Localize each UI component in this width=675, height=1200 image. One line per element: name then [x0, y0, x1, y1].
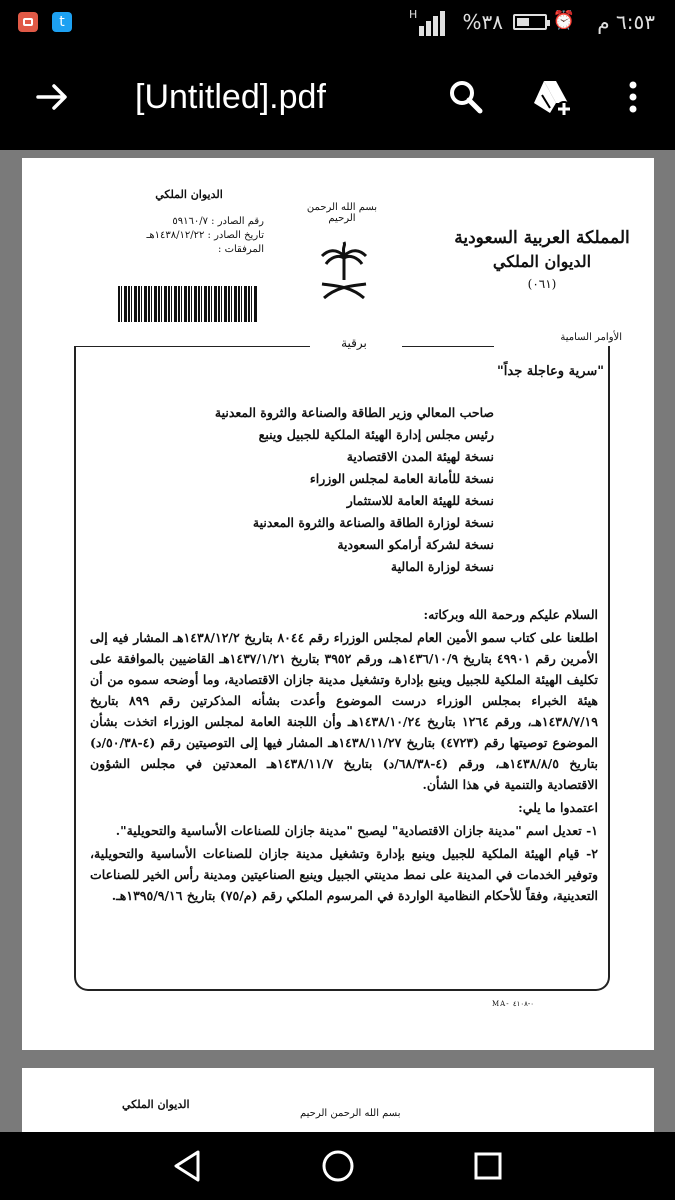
classification-label: "سرية وعاجلة جداً": [497, 364, 605, 379]
alarm-icon: ⏰: [552, 10, 575, 31]
app-toolbar: [0, 45, 675, 150]
arrow-icon[interactable]: [32, 75, 72, 119]
drive-add-icon[interactable]: [530, 75, 574, 119]
recipient-line: نسخة لوزارة المالية: [390, 559, 494, 574]
signal-icon: [409, 8, 449, 36]
nav-back-icon[interactable]: [168, 1146, 208, 1186]
recipient-line: صاحب المعالي وزير الطاقة والصناعة والثروة المعدنية: [214, 405, 494, 420]
attachments-label: المرفقات :: [218, 244, 264, 255]
kingdom-title: المملكة العربية السعودية: [454, 228, 630, 248]
main-paragraph: اطلعنا على كتاب سمو الأمين العام لمجلس الوزراء رقم ٨٠٤٤ بتاريخ ١٤٣٨/١٢/٢هـ المشار فيه إلى الأمرين رقم ٤٩٩٠١ بتاريخ ١٤٣٦/١٠/٩هـ، ورقم ٣٩٥٢ بتاريخ ١٤٣٧/١/٢١هـ القاضيين بالموافقة على تكليف الهيئة الملكية للجبيل وينبع بإدارة وتشغيل مدينة جازان الاقتصادية، وما أوضحه سموه من أن هيئة الخبراء بمجلس الوزراء درست الموضوع وأعدت بشأنه المذكرتين رقم ٨٩٩ بتاريخ ١٤٣٨/٧/١٩هـ، ورقم ١٢٦٤ بتاريخ ١٤٣٨/١٠/٢٤هـ وأن اللجنة العامة لمجلس الوزراء اتخذت بشأن الموضوع توصيتها رقم (٤٧٢٣) بتاريخ ١٤٣٨/١١/٢٧هـ المشار فيها إلى التوصيتين رقم (٤-٥٠/٣٨/د) بتاريخ ١٤٣٨/٨/٥هـ، ورقم (٤-٦٨/٣٨/د) بتاريخ ١٤٣٨/١١/٧هـ المعدتين في مجلس الشؤون الاقتصادية والتنمية في هذا الشأن.: [90, 630, 598, 792]
status-bar: [0, 0, 675, 45]
decision-item-1: ١- تعديل اسم "مدينة جازان الاقتصادية" ليصبح "مدينة جازان للصناعات الأساسية والتحويلية".: [115, 823, 598, 838]
footer-code: MA- ٠-٤١٠٨: [492, 1000, 535, 1008]
media-app-icon: [18, 12, 38, 32]
recipient-line: نسخة لشركة أرامكو السعودية: [337, 537, 494, 552]
header-left: [114, 188, 264, 257]
adopted-heading: اعتمدوا ما يلي:: [518, 800, 598, 815]
basmala-page2: بسم الله الرحمن الرحيم: [300, 1108, 401, 1119]
nav-recents-icon[interactable]: [468, 1146, 508, 1186]
recipients-list: [215, 402, 494, 578]
navigation-bar: [0, 1132, 675, 1200]
battery-percent: %٣٨: [462, 10, 503, 34]
twitter-icon: t: [52, 12, 72, 32]
court-label-left: الديوان الملكي: [155, 188, 223, 201]
letter-body: [90, 604, 598, 908]
pdf-page-2: [22, 1068, 654, 1132]
document-title: [Untitled].pdf: [135, 78, 326, 116]
issue-date: تاريخ الصادر : ١٤٣٨/١٢/٢٢هـ: [146, 230, 264, 241]
basmala: بسم الله الرحمن الرحيم: [306, 202, 378, 224]
recipient-line: نسخة للهيئة العامة للاستثمار: [346, 493, 494, 508]
more-vert-icon[interactable]: [618, 75, 648, 119]
clock: ٦:٥٣ م: [597, 10, 655, 34]
barcode: [118, 286, 258, 322]
header-right: [452, 228, 632, 291]
pdf-page-1: [22, 158, 654, 1050]
royal-orders-label: الأوامر السامية: [560, 332, 622, 343]
recipient-line: نسخة لهيئة المدن الاقتصادية: [346, 449, 494, 464]
nav-home-icon[interactable]: [318, 1146, 358, 1186]
recipient-line: نسخة لوزارة الطاقة والصناعة والثروة المعدنية: [252, 515, 494, 530]
recipient-line: نسخة للأمانة العامة لمجلس الوزراء: [309, 471, 494, 486]
reference-number: رقم الصادر : ٥٩١٦٠/٧: [172, 216, 264, 227]
greeting: السلام عليكم ورحمة الله وبركاته:: [423, 607, 598, 622]
saudi-emblem-icon: [314, 240, 374, 306]
decision-item-2: ٢- قيام الهيئة الملكية للجبيل وينبع بإدارة وتشغيل مدينة جازان للصناعات الأساسية والتحويلية، وتوفير الخدمات في المدينة على نمط مدينتي الجبيل وينبع الصناعيتين ومدينة رأس الخير للصناعات التعدينية، وفقاً للأحكام النظامية الواردة في المرسوم الملكي رقم (م/٧٥) بتاريخ ١٣٩٥/٩/١٦هـ.: [90, 846, 598, 903]
court-title: الديوان الملكي: [492, 252, 592, 271]
court-label-page2: الديوان الملكي: [122, 1098, 190, 1111]
pdf-viewer[interactable]: [0, 150, 675, 1132]
network-type: H: [409, 8, 418, 21]
office-code: (٠٦١): [527, 277, 557, 291]
search-icon[interactable]: [446, 75, 486, 119]
recipient-line: رئيس مجلس إدارة الهيئة الملكية للجبيل وينبع: [258, 427, 494, 442]
cable-label: برقية: [341, 336, 367, 350]
battery-icon: [513, 14, 547, 30]
